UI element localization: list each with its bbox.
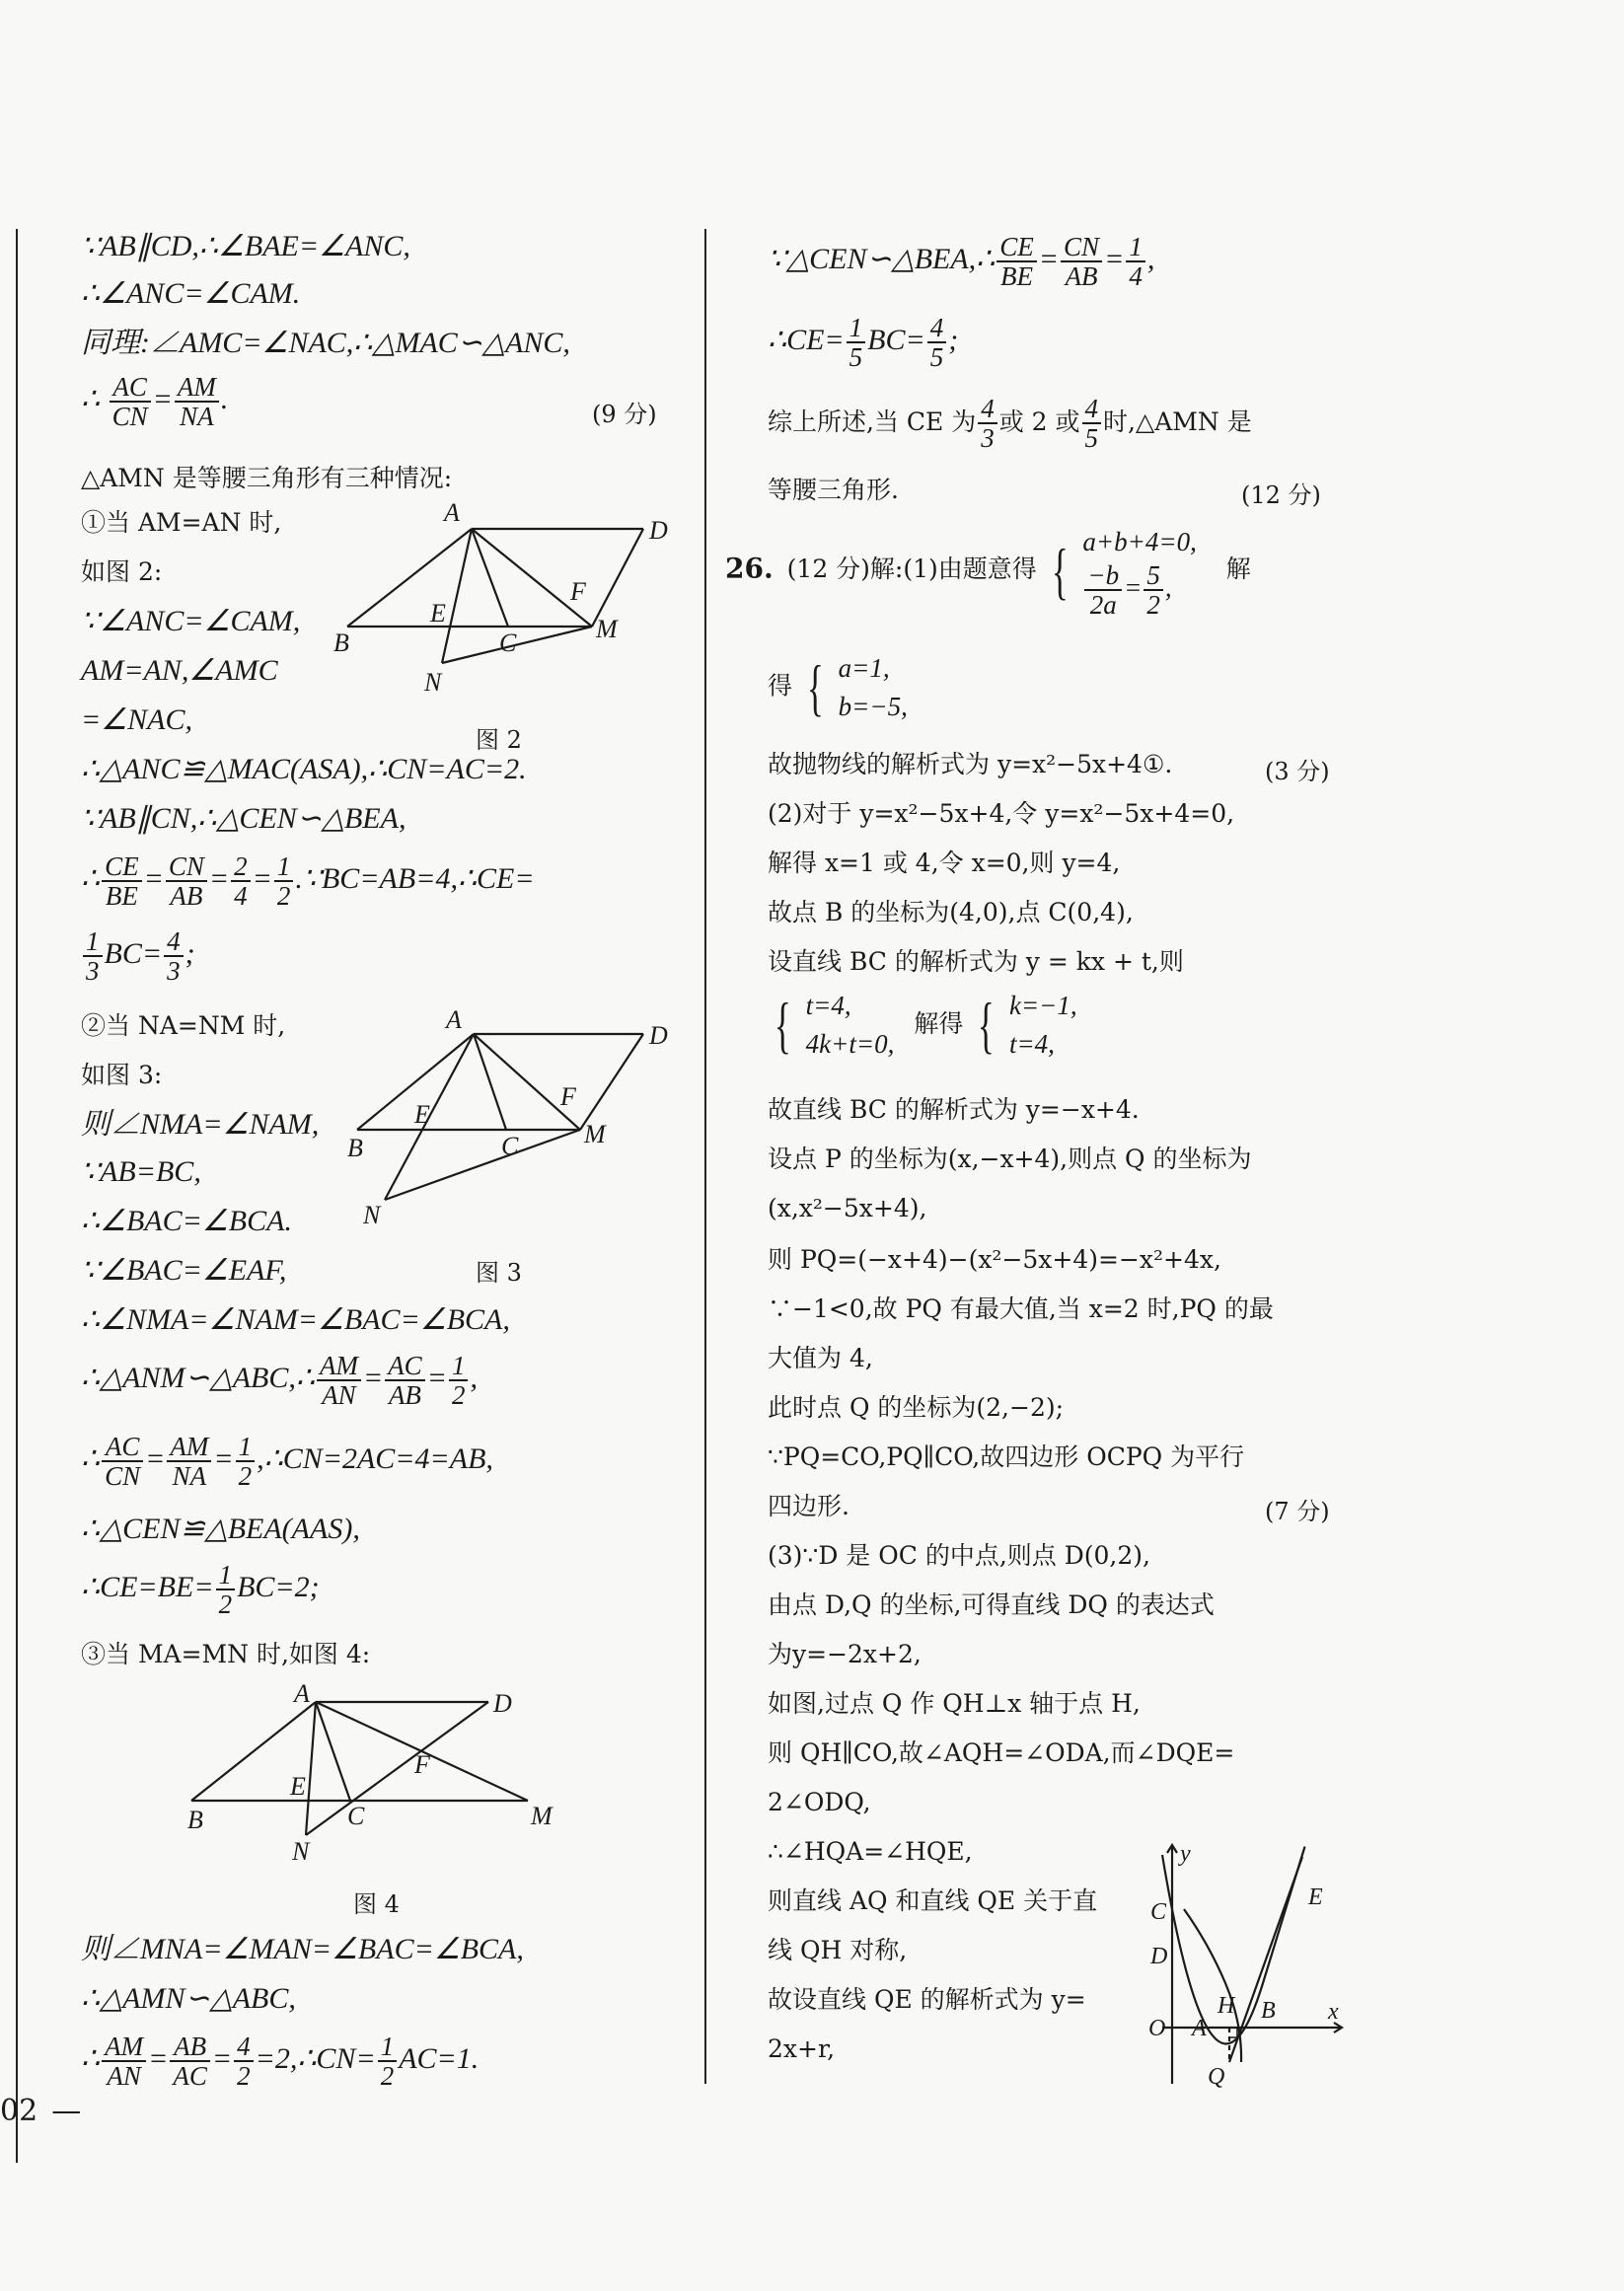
solution-line: 解得 x=1 或 4,令 x=0,则 y=4, [768, 849, 1121, 877]
left-margin-rule [16, 229, 18, 2163]
fig2-label-E: E [430, 599, 446, 628]
fraction: $\frac{5}{2}$ [1144, 561, 1163, 620]
fraction: $\frac{AC}{AB}$ [385, 1352, 425, 1410]
proof-line: ∴△AMN∽△ABC, [81, 1982, 296, 2015]
solution-line: 故设直线 QE 的解析式为 y= [768, 1985, 1086, 2014]
fraction: $\frac{1}{4}$ [1126, 233, 1145, 291]
graph-label-x: x [1328, 1999, 1339, 2025]
solution-line: 为y=−2x+2, [768, 1640, 922, 1668]
fig3-label-D: D [649, 1021, 668, 1050]
fraction: $\frac{1}{2}$ [236, 1433, 256, 1491]
fig3-label-M: M [584, 1120, 606, 1148]
solution-line: 设直线 BC 的解析式为 y = kx + t,则 [768, 947, 1184, 976]
ratio-line: ∴ $\frac{AC}{CN}$ = $\frac{AM}{NA}$ . [81, 372, 229, 432]
proof-line: 则∠NMA=∠NAM, [81, 1108, 320, 1141]
solution-line: ∵−1<0,故 PQ 有最大值,当 x=2 时,PQ 的最 [768, 1294, 1274, 1323]
fig3-label-N: N [363, 1201, 381, 1229]
fig2-label-D: D [649, 516, 668, 545]
fig3-caption: 图 3 [476, 1259, 522, 1287]
ratio-line: ∴CE=BE= $\frac{1}{2}$ BC=2; [81, 1560, 320, 1620]
summary-line: 等腰三角形. [768, 476, 899, 504]
fraction: $\frac{4}{5}$ [1082, 395, 1102, 453]
fraction: $\frac{2}{4}$ [231, 852, 251, 911]
graph-label-E: E [1308, 1885, 1323, 1910]
parabola-graph [1135, 1835, 1352, 2092]
fig2-label-C: C [499, 628, 517, 657]
fraction: $\frac{4}{2}$ [234, 2032, 254, 2091]
fraction: $\frac{4}{3}$ [164, 927, 184, 986]
fig4-label-D: D [493, 1689, 512, 1718]
score-9: (9 分) [592, 401, 657, 428]
solution-line: 2∠ODQ, [768, 1788, 871, 1816]
case-intro: △AMN 是等腰三角形有三种情况: [81, 464, 453, 492]
page-number: 02 — [0, 2094, 82, 2128]
solution-line: 故点 B 的坐标为(4,0),点 C(0,4), [768, 898, 1134, 926]
fig2-label-B: B [333, 628, 349, 657]
solution-line: 四边形. [768, 1492, 849, 1520]
solution-line: ∵PQ=CO,PQ∥CO,故四边形 OCPQ 为平行 [768, 1442, 1245, 1471]
proof-line: ∴∠ANC=∠CAM. [81, 277, 301, 310]
proof-line: 如图 2: [81, 557, 163, 586]
solution-line: (3)∵D 是 OC 的中点,则点 D(0,2), [768, 1541, 1150, 1570]
score-3: (3 分) [1265, 758, 1330, 785]
fraction: $\frac{AM}{NA}$ [167, 1433, 211, 1491]
fraction: $\frac{AC}{CN}$ [102, 1433, 143, 1491]
proof-line: =∠NAC, [81, 703, 192, 736]
proof-line: ∴△ANC≌△MAC(ASA),∴CN=AC=2. [81, 753, 527, 785]
fraction: $\frac{1}{2}$ [378, 2032, 398, 2091]
equation-system: a=1, b=−5, [838, 653, 908, 722]
solution-line: 由点 D,Q 的坐标,可得直线 DQ 的表达式 [768, 1590, 1215, 1619]
fig2-label-A: A [444, 498, 460, 527]
ratio-line: ∴ $\frac{AM}{AN}$ = $\frac{AB}{AC}$ = $\frac{4}{2}$ =2,∴CN= $\frac{1}{2}$ AC=1. [81, 2032, 480, 2092]
proof-line: 则∠MNA=∠MAN=∠BAC=∠BCA, [81, 1933, 524, 1965]
solution-line: 得 { a=1, b=−5, [768, 649, 908, 726]
case-3-heading: ③当 MA=MN 时,如图 4: [81, 1640, 371, 1668]
page-number-text: 02 [0, 2094, 38, 2128]
ratio-line: ∴△ANM∽△ABC,∴ $\frac{AM}{AN}$ = $\frac{AC}{AB}$ = $\frac{1}{2}$ , [81, 1351, 478, 1411]
q26-number: 26. [725, 552, 774, 585]
proof-line: AM=AN,∠AMC [81, 654, 278, 687]
fraction: $\frac{1}{3}$ [83, 927, 103, 986]
fig4-label-N: N [292, 1837, 310, 1866]
fraction: $\frac{AC}{CN}$ [110, 373, 151, 431]
proof-line: 如图 3: [81, 1061, 163, 1089]
fraction: $\frac{4}{3}$ [978, 395, 997, 453]
solution-line: { t=4, 4k+t=0, 解得 { k=−1, t=4, [768, 987, 1077, 1064]
figure-3 [335, 1004, 681, 1231]
fig3-label-C: C [501, 1132, 519, 1160]
proof-line: ∵AB=BC, [81, 1155, 201, 1188]
fig3-label-B: B [347, 1134, 363, 1162]
proof-line: ∴∠NMA=∠NAM=∠BAC=∠BCA, [81, 1303, 510, 1336]
fig2-label-F: F [570, 577, 586, 606]
equation-system: t=4, 4k+t=0, [805, 991, 895, 1060]
solution-line: (x,x²−5x+4), [768, 1194, 927, 1222]
score-7: (7 分) [1265, 1498, 1330, 1525]
fraction: $\frac{1}{2}$ [216, 1561, 236, 1619]
equation-system: a+b+4=0, $\frac{-b}{2a}$ = $\frac{5}{2}$ , [1082, 527, 1197, 621]
fraction: $\frac{1}{2}$ [274, 852, 294, 911]
fraction: $\frac{AB}{AC}$ [170, 2032, 210, 2091]
fig2-label-N: N [424, 668, 442, 697]
proof-line: ∵∠ANC=∠CAM, [81, 605, 301, 637]
fig4-label-F: F [414, 1750, 430, 1779]
fig4-label-A: A [294, 1682, 310, 1708]
figure-4 [178, 1682, 592, 1870]
fraction: $\frac{CN}{AB}$ [1061, 233, 1102, 291]
proof-line: ∴△CEN≌△BEA(AAS), [81, 1513, 360, 1545]
fraction: $\frac{CE}{BE}$ [997, 233, 1037, 291]
summary-line: 综上所述,当 CE 为 $\frac{4}{3}$ 或 2 或 $\frac{4}{5}$ 时,△AMN 是 [768, 394, 1252, 454]
ratio-line: ∴ $\frac{CE}{BE}$ = $\frac{CN}{AB}$ = $\frac{2}{4}$ = $\frac{1}{2}$ .∵BC=AB=4,∴CE= [81, 851, 535, 912]
graph-label-C: C [1150, 1899, 1167, 1925]
solution-line: 故直线 BC 的解析式为 y=−x+4. [768, 1095, 1140, 1124]
proof-line: ∵∠BAC=∠EAF, [81, 1254, 287, 1287]
graph-label-D: D [1150, 1944, 1168, 1969]
graph-label-B: B [1261, 1998, 1276, 2024]
graph-label-O: O [1148, 2016, 1166, 2041]
ratio-line: ∵△CEN∽△BEA,∴ $\frac{CE}{BE}$ = $\frac{CN}{AB}$ = $\frac{1}{4}$ , [768, 232, 1155, 292]
fraction: $\frac{CE}{BE}$ [102, 852, 142, 911]
solution-line: 大值为 4, [768, 1344, 873, 1372]
fig4-label-B: B [187, 1806, 203, 1834]
score-12: (12 分) [1241, 481, 1321, 509]
solution-line: 设点 P 的坐标为(x,−x+4),则点 Q 的坐标为 [768, 1145, 1252, 1173]
proof-line: 同理:∠AMC=∠NAC,∴△MAC∽△ANC, [81, 327, 570, 359]
fig4-caption: 图 4 [353, 1890, 400, 1918]
fig2-label-M: M [596, 615, 618, 643]
solution-line: 2x+r, [768, 2034, 836, 2063]
fraction: $\frac{CN}{AB}$ [166, 852, 207, 911]
q26-heading: 26. (12 分)解:(1)由题意得 { a+b+4=0, $\frac{-b}{2a}$ = $\frac{5}{2}$ , 解 [725, 523, 1251, 620]
ratio-line: ∴ $\frac{AC}{CN}$ = $\frac{AM}{NA}$ = $\frac{1}{2}$ ,∴CN=2AC=4=AB, [81, 1432, 493, 1492]
fraction: $\frac{-b}{2a}$ [1084, 561, 1122, 620]
graph-label-Q: Q [1208, 2064, 1225, 2090]
graph-label-y: y [1180, 1841, 1191, 1867]
fraction: $\frac{AM}{NA}$ [175, 373, 219, 431]
solution-line: 线 QH 对称, [768, 1936, 908, 1964]
proof-line: ∵AB∥CD,∴∠BAE=∠ANC, [81, 230, 410, 262]
fraction: $\frac{1}{5}$ [847, 314, 866, 372]
fraction: $\frac{4}{5}$ [927, 314, 947, 372]
solution-line: 此时点 Q 的坐标为(2,−2); [768, 1393, 1065, 1422]
fig3-label-E: E [414, 1100, 430, 1129]
fraction: $\frac{AM}{AN}$ [317, 1352, 361, 1410]
proof-line: ∵AB∥CN,∴△CEN∽△BEA, [81, 802, 406, 835]
ratio-line: $\frac{1}{3}$ BC= $\frac{4}{3}$ ; [81, 927, 195, 986]
proof-line: ∴∠BAC=∠BCA. [81, 1205, 292, 1237]
fig2-caption: 图 2 [476, 726, 522, 754]
solution-line: 如图,过点 Q 作 QH⊥x 轴于点 H, [768, 1689, 1141, 1718]
fraction: $\frac{AM}{AN}$ [102, 2032, 146, 2091]
fig4-label-M: M [531, 1802, 553, 1830]
fig3-label-A: A [446, 1005, 462, 1034]
fig3-label-F: F [560, 1082, 576, 1111]
solution-line: 故抛物线的解析式为 y=x²−5x+4①. [768, 750, 1173, 778]
solution-line: (2)对于 y=x²−5x+4,令 y=x²−5x+4=0, [768, 799, 1235, 828]
column-divider [704, 229, 706, 2084]
figure-2 [326, 493, 681, 710]
solution-line: 则 PQ=(−x+4)−(x²−5x+4)=−x²+4x, [768, 1245, 1221, 1274]
solution-line: 则直线 AQ 和直线 QE 关于直 [768, 1886, 1098, 1915]
fraction: $\frac{1}{2}$ [449, 1352, 469, 1410]
fig4-label-E: E [290, 1772, 306, 1801]
case-1-heading: ①当 AM=AN 时, [81, 508, 282, 537]
ratio-line: ∴CE= $\frac{1}{5}$ BC= $\frac{4}{5}$ ; [768, 313, 959, 373]
solution-line: ∴∠HQA=∠HQE, [768, 1837, 973, 1866]
fig4-label-C: C [347, 1802, 365, 1830]
case-2-heading: ②当 NA=NM 时, [81, 1011, 286, 1040]
equation-system: k=−1, t=4, [1008, 991, 1077, 1060]
graph-label-A: A [1192, 2016, 1207, 2041]
solution-line: 则 QH∥CO,故∠AQH=∠ODA,而∠DQE= [768, 1738, 1235, 1767]
graph-label-H: H [1218, 1993, 1235, 2019]
